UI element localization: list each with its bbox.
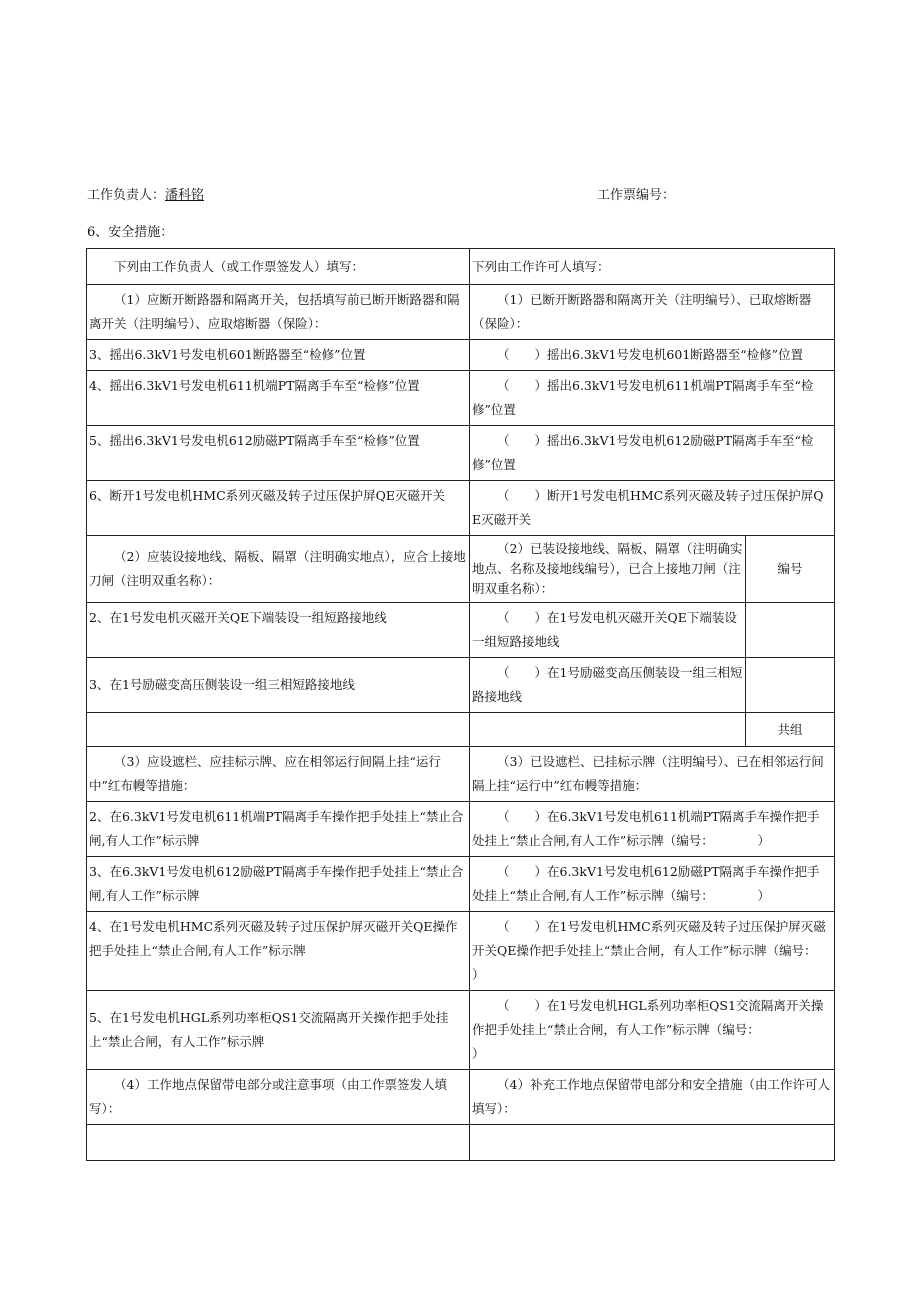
- s1-row-left: 3、摇出6.3kV1号发电机601断路器至“检修”位置: [87, 340, 470, 371]
- work-leader: [87, 184, 204, 203]
- table-row: [87, 603, 835, 658]
- s2-row-right: （ ）在1号励磁变高压侧装设一组三相短路接地线: [470, 658, 746, 713]
- s3-row-right: （ ）在1号发电机HMC系列灭磁及转子过压保护屏灭磁开关QE操作把手处挂上“禁止合闸，有人工作”标示牌（编号： ）: [470, 912, 835, 991]
- section1-title-row: [87, 285, 835, 340]
- section2-total-label: 共组: [746, 713, 835, 747]
- work-leader-name: 潘科铭: [165, 188, 205, 203]
- s3-row-right: （ ）在6.3kV1号发电机612励磁PT隔离手车操作把手处挂上“禁止合闸,有人工作”标示牌（编号： ）: [470, 857, 835, 912]
- section3-left-title: （3）应设遮栏、应挂标示牌、应在相邻运行间隔上挂“运行中”红布幔等措施：: [87, 747, 470, 802]
- table-row: [87, 802, 835, 857]
- s3-row-right: （ ）在6.3kV1号发电机611机端PT隔离手车操作把手处挂上“禁止合闸,有人工作”标示牌（编号： ）: [470, 802, 835, 857]
- safety-measures-table: [86, 248, 886, 1161]
- s1-row-right: （ ）摇出6.3kV1号发电机611机端PT隔离手车至“检修”位置: [470, 371, 835, 426]
- table-row: [87, 912, 835, 991]
- section1-right-title: （1）已断开断路器和隔离开关（注明编号）、已取熔断器（保险）：: [470, 285, 835, 340]
- section4-title-row: [87, 1070, 835, 1125]
- s4-blank-left: [87, 1125, 470, 1161]
- s3-row-left: 5、在1号发电机HGL系列功率柜QS1交流隔离开关操作把手处挂上“禁止合闸，有人工作”标示牌: [87, 991, 470, 1070]
- s2-row-right: （ ）在1号发电机灭磁开关QE下端装设一组短路接地线: [470, 603, 746, 658]
- table-row: [87, 426, 835, 481]
- section2-total-row: [87, 713, 835, 747]
- section4-left-title: （4）工作地点保留带电部分或注意事项（由工作票签发人填写）：: [87, 1070, 470, 1125]
- s1-row-left: 4、摇出6.3kV1号发电机611机端PT隔离手车至“检修”位置: [87, 371, 470, 426]
- section2-right-title: （2）已装设接地线、隔板、隔罩（注明确实地点、名称及接地线编号），已合上接地刀闸（注明双重名称）：: [470, 536, 746, 603]
- s1-row-right: （ ）断开1号发电机HMC系列灭磁及转子过压保护屏QE灭磁开关: [470, 481, 835, 536]
- table-row: [87, 857, 835, 912]
- ticket-number-label: 工作票编号：: [597, 188, 676, 203]
- s4-blank-right: [470, 1125, 835, 1161]
- header-left-cell: 下列由工作负责人（或工作票签发人）填写：: [87, 249, 470, 285]
- section2-number-label: 编号: [746, 536, 835, 603]
- s2-row-number: [746, 603, 835, 658]
- header-right-cell: 下列由工作许可人填写：: [470, 249, 835, 285]
- ticket-number: [597, 184, 675, 203]
- s3-row-right: （ ）在1号发电机HGL系列功率柜QS1交流隔离开关操作把手处挂上“禁止合闸，有人工作”标示牌（编号： ）: [470, 991, 835, 1070]
- table-row: [87, 481, 835, 536]
- s2-row-number: [746, 658, 835, 713]
- section2-left-title: （2）应装设接地线、隔板、隔罩（注明确实地点），应合上接地刀闸（注明双重名称）：: [87, 536, 470, 603]
- section3-right-title: （3）已设遮栏、已挂标示牌（注明编号）、已在相邻运行间隔上挂“运行中”红布幔等措施：: [470, 747, 835, 802]
- s3-row-left: 4、在1号发电机HMC系列灭磁及转子过压保护屏灭磁开关QE操作把手处挂上“禁止合闸,有人工作”标示牌: [87, 912, 470, 991]
- s1-row-right: （ ）摇出6.3kV1号发电机601断路器至“检修”位置: [470, 340, 835, 371]
- table-row: [87, 340, 835, 371]
- s2-row-left: 3、在1号励磁变高压侧装设一组三相短路接地线: [87, 658, 470, 713]
- s1-row-right: （ ）摇出6.3kV1号发电机612励磁PT隔离手车至“检修”位置: [470, 426, 835, 481]
- s2-total-mid: [470, 713, 746, 747]
- s2-row-left: 2、在1号发电机灭磁开关QE下端装设一组短路接地线: [87, 603, 470, 658]
- s1-row-left: 6、断开1号发电机HMC系列灭磁及转子过压保护屏QE灭磁开关: [87, 481, 470, 536]
- section3-title-row: [87, 747, 835, 802]
- s2-total-left: [87, 713, 470, 747]
- section4-right-title: （4）补充工作地点保留带电部分和安全措施（由工作许可人填写）：: [470, 1070, 835, 1125]
- section2-title-row: [87, 536, 835, 603]
- table-row: [87, 658, 835, 713]
- work-leader-label: 工作负责人：: [87, 188, 166, 203]
- s1-row-left: 5、摇出6.3kV1号发电机612励磁PT隔离手车至“检修”位置: [87, 426, 470, 481]
- section4-blank-row: [87, 1125, 835, 1161]
- s3-row-left: 3、在6.3kV1号发电机612励磁PT隔离手车操作把手处挂上“禁止合闸,有人工作”标示牌: [87, 857, 470, 912]
- table-row: [87, 371, 835, 426]
- section1-left-title: （1）应断开断路器和隔离开关，包括填写前已断开断路器和隔离开关（注明编号）、应取熔断器（保险）：: [87, 285, 470, 340]
- table-row: [87, 991, 835, 1070]
- table-header-row: [87, 249, 835, 285]
- s3-row-left: 2、在6.3kV1号发电机611机端PT隔离手车操作把手处挂上“禁止合闸,有人工作”标示牌: [87, 802, 470, 857]
- section-title: 6、安全措施：: [87, 225, 174, 240]
